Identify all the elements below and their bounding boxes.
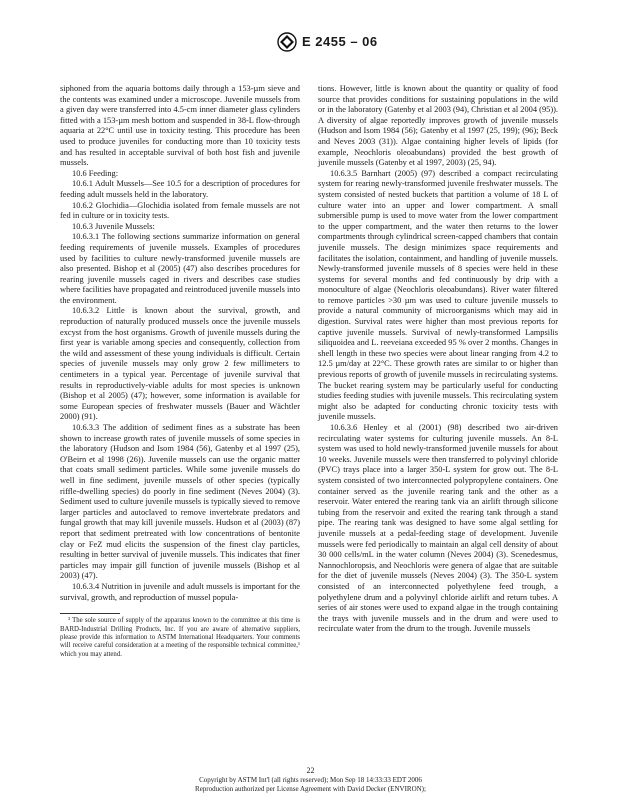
left-column — [60, 84, 300, 764]
paragraph: 10.6 Feeding: — [72, 168, 119, 178]
paragraph: 10.6.2 Glochidia—Glochidia isolated from female mussels are not fed in culture or in toxicity tests. — [60, 200, 300, 221]
paragraph: 10.6.1 Adult Mussels—See 10.5 for a description of procedures for feeding adult mussels held in the laboratory. — [60, 179, 300, 199]
paragraph: 10.6.3.3 The addition of sediment fines as a substrate has been shown to increase growth rates of juvenile mussels of some species in the laboratory (Hudson and Isom 1984 (56), Gatenby et al 1997 (25), O'Beirn et al 1998 (26)). Juvenile mussels can use the organic matter that coats small sediment particles. While some juvenile mussels do well in fine sediment, juvenile mussels of other species (typically riffle-dwelling species) do poorly in fine sediment (Neves 2004) (3). Sediment used to culture juvenile mussels is typically sieved to remove larger particles and autoclaved to remove invertebrate predators and fungal growth that may kill juvenile mussels. Hudson et al (2003) (87) report that sediment pretreated with low concentrations of bentonite clay or FeZ mud elicits the suspension of the finest clay particles, resulting in better survival of juvenile mussels. This indicates that finer particles may impair gill function of juvenile mussels (Bishop et al 2003) (47). — [60, 423, 300, 581]
footnote: ³ The sole source of supply of the apparatus known to the committee at this time is BARD-Industrial Drilling Products, Inc. If you are aware of alternative suppliers, please provide this information to ASTM International Headquarters. Your comments will receive careful consideration at a meeting of the responsible technical committee,¹ which you may attend. — [60, 617, 300, 658]
paragraph: 10.6.3.6 Henley et al (2001) (98) described two air-driven recirculating water systems for culturing juvenile mussels. An 8-L system was used to hold newly-transformed juvenile mussels for about 10 weeks. Juvenile mussels were then transferred to polyvinyl chloride (PVC) trays place into a larger 350-L system for grow out. The 8-L system consisted of two interconnected polypropylene containers. One container served as the juvenile rearing tank and the other as a reservoir. Water entered the rearing tank via an airlift through silicone tubing from the reservoir and exited the rearing tank through a stand pipe. The rearing tank was designed to have some algal settling for juvenile mussels at a pedal-feeding stage of development. Juvenile mussels were fed periodically to maintain an algal cell density of about 30 000 cells/mL in the water column (Neves 2004) (3). Scenedesmus, Nannochloropsis, and Neochloris were genera of algae that are suitable for the diet of juvenile mussels (Neves 2004) (3). The 350-L system consisted of an interconnected polyethylene feed trough, a polyethylene drum and a polyvinyl chloride airlift and return tubes. A series of air stones were used to expand algae in the trough containing the trays with juvenile mussels and in the drum and were used to recirculate water from the drum to the trough. Juvenile mussels — [318, 423, 558, 634]
right-paragraphs — [318, 84, 558, 635]
page-number: 22 — [306, 766, 315, 775]
paragraph: 10.6.3.1 The following sections summarize information on general feeding requirements of juvenile mussels. Examples of procedures used by facilities to culture newly-transformed juvenile mussels are also presented. Bishop et al (2005) (47) also describes procedures for rearing juvenile mussels caged in rivers and describes case studies where facilities have propagated and reintroduced juvenile mussels into the environment. — [60, 232, 301, 305]
paragraph: 10.6.3.4 Nutrition in juvenile and adult mussels is important for the survival, growth, and reproduction of mussel popula- — [60, 581, 300, 602]
paragraph: 10.6.3 Juvenile Mussels: — [72, 221, 155, 231]
footnote-rule — [60, 613, 120, 614]
copyright-notice — [0, 776, 621, 793]
paragraph: tions. However, little is known about the quantity or quality of food source that provides conditions for sustaining populations in the wild or in the laboratory (Gatenby et al 2003 (94), Christian et al 2004 (95)). A diversity of algae reportedly improves growth of juvenile mussels (Hudson and Isom 1984 (56); Gatenby et al 1997 (25, 199); (96); Beck and Neves 2003 (31)). Algae containing higher levels of lipids (for example, Neochloris oleoabundans) provided the best growth of juvenile mussels (Gatenby et al 1997, 2003) (25, 94). — [318, 84, 558, 168]
right-column — [318, 84, 558, 635]
astm-logo-icon — [276, 32, 298, 52]
standard-designation: E 2455 – 06 — [302, 34, 378, 49]
paragraph: 10.6.3.5 Barnhart (2005) (97) described a compact recirculating system for rearing newly-transformed juvenile freshwater mussels. The system consisted of nested buckets that partition a volume of 18 L of culture water into an upper and lower compartment. A small submersible pump is used to move water from the lower compartment to the upper compartment, and the water then returns to the lower compartments through cylindrical screen-capped chambers that contain juvenile mussels. The design minimizes space requirements and facilitates the isolation, containment, and handling of juvenile mussels. Newly-transformed juvenile mussels of 8 species were held in these systems for several months and fed continuously by drip with a monoculture of algae (Neochloris oleoabundans). River water filtered to remove particles >30 µm was used to culture juvenile mussels to provide a natural community of microorganisms which may aid in digestion. Survival rates were higher than most previous reports for captive juvenile mussels. Survival of newly-transformed Lampsilis siliquoidea and L. reeveiana exceeded 95 % over 2 months. Changes in shell length in these two species were about linear ranging from 4.2 to 12.5 µm/day at 22°C. These growth rates are similar to or higher than previous reports of growth of juvenile mussels in recirculating systems. The bucket rearing system may be particularly useful for conducting studies feeding studies with juvenile mussels. This recirculating system might also be adapted for conducting chronic toxicity tests with juvenile mussels. — [318, 168, 558, 422]
page-header — [0, 32, 621, 54]
left-paragraphs — [60, 84, 300, 603]
copyright-line-1: Copyright by ASTM Int'l (all rights reserved); Mon Sep 18 14:33:33 EDT 2006 — [199, 776, 422, 784]
paragraph: siphoned from the aquaria bottoms daily through a 153-µm sieve and the contents was examined under a microscope. Juvenile mussels from a given day were transferred into 4.5-cm inner diameter glass cylinders fitted with a 153-µm mesh bottom and suspended in 38-L flow-through aquaria at 22°C until use in toxicity testing. This procedure has been used to produce juveniles for conducting more than 10 toxicity tests and has resulted in acceptable survival of both host fish and juvenile mussels. — [60, 84, 300, 168]
copyright-line-2: Reproduction authorized per License Agreement with David Decker (ENVIRON); — [195, 784, 426, 793]
paragraph: 10.6.3.2 Little is known about the survival, growth, and reproduction of naturally produced mussels once the juvenile mussels excyst from the host organisms. Growth of juvenile mussels during the first year is variable among species and consequently, collection from the wild and assessment of these young individuals is difficult. Certain species of juvenile mussels may only grow 2 few millimeters to centimeters in a typical year. Percentage of juvenile survival that results in reproductively-viable adults for most species is unknown (Bishop et al 2005) (47); however, some information is available for some European species of freshwater mussels (Bauer and Wächtler 2000) (91). — [60, 306, 300, 422]
